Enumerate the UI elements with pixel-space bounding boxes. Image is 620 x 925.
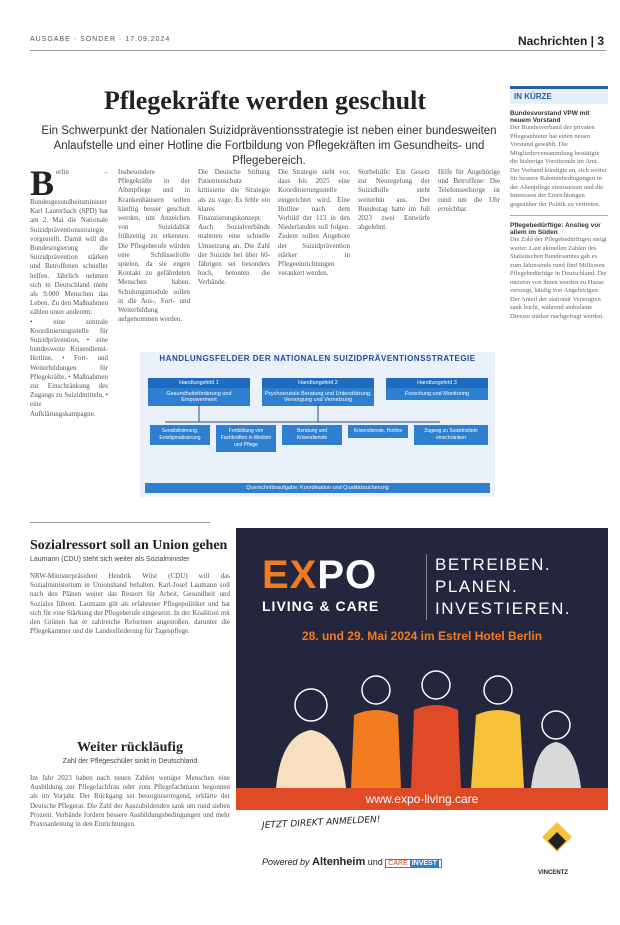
column-6-text: Hilfe für Angehörige und Betroffene: Die Telefonseelsorge ist rund um die Uhr erreichbar. <box>438 168 500 213</box>
subfield-5: Zugang zu Suizidmitteln einschränken <box>414 425 488 445</box>
field-3-name: Handlungsfeld 3 <box>386 378 488 388</box>
column-2-text: Insbesondere Pflegekräfte in der Altenpflege und in Krankenhäusern sollen künftig besser geschult werden, um Anzeichen von Suizidalität frühzeitig zu erkennen. Die Pflegeberufe würden eine Schlüsselrolle spielen, da sie engen Kontakt zu gefährdeten Menschen haben. Schulungsmodule sollen in die Aus-, Fort- und Weiterbildung aufgenommen werden. <box>118 168 190 324</box>
subfield-3: Beratung und Krisendienste <box>282 425 342 445</box>
article-2-sublead: Laumann (CDU) steht sich weiter als Sozialminister <box>30 556 190 563</box>
sidebar-item-1-text: Der Bundesverband der privaten Pflegeanbieter hat einen neuen Vorstand gewählt. Die Mitgliederversammlung bestätigte die bisherige Vorsitzende im Amt. Der Verband kündigte an, sich weiter für bessere Rahmenbedingungen in der Altenpflege einzusetzen und die Interessen der Einrichtungen gegenüber der Politik zu vertreten. <box>510 124 607 208</box>
expo-logo-ex: EX <box>262 553 318 597</box>
article-3-headline: Weiter rückläufig <box>77 740 183 755</box>
register-now-cta[interactable]: JETZT DIREKT ANMELDEN! <box>261 814 381 832</box>
infographic-title: HANDLUNGSFELDER DER NATIONALEN SUIZIDPRÄVENTIONSSTRATEGIE <box>159 354 476 363</box>
powered-by <box>262 856 442 868</box>
article-column-4 <box>278 168 350 338</box>
care-label: CARE <box>388 860 408 867</box>
expo-logo-subtitle: LIVING & CARE <box>262 598 380 614</box>
sidebar-item-1-head: Bundesvorstand VPW mit neuem Vorstand <box>510 110 590 124</box>
powered-by-label: Powered by <box>262 857 310 867</box>
article-column-3 <box>198 168 270 338</box>
person-red-illustration <box>411 671 461 788</box>
column-4-text: Die Strategie sieht vor, dass bis 2025 eine Koordinierungsstelle eingerichtet wird. Eine Hotline nach dem Vorbild der 113 in den Niederlanden soll folgen. Zudem sollen Angebote der Suizidprävention stärker in Pflegeeinrichtungen verankert werden. <box>278 168 350 278</box>
field-3-text: Forschung und Monitoring <box>405 391 469 397</box>
person-yellow-illustration <box>471 676 524 788</box>
column-3-text: Die Deutsche Stiftung Patientenschutz kritisierte die Strategie als zu vage. Es fehle ein klares Finanzierungskonzept. Auch Sozialverbände mahnten eine schnelle Umsetzung an. Die Zahl der Suizide bei über 60-Jährigen sei besonders hoch, betonten die Verbände. <box>198 168 270 287</box>
slogan-line-3: INVESTIEREN. <box>435 599 572 618</box>
infographic-base-bar: Querschnittsaufgabe: Koordination und Qualitätssicherung <box>145 483 490 493</box>
article-3-text: Im Jahr 2023 haben nach neuen Zahlen weniger Menschen eine Ausbildung zur Pflegefachfrau oder zum Pflegefachmann begonnen als im Vorjahr. Der Rückgang sei besorgniserregend, erklärte der Deutsche Pflegerat. Die Zahl der Auszubildenden sank um rund sieben Prozent. Verbände fordern bessere Ausbildungsbedingungen und mehr Praxisanleitung in den Einrichtungen. <box>30 774 230 829</box>
sidebar-divider <box>510 215 608 216</box>
article-column-6 <box>438 168 500 338</box>
article-column-2 <box>118 168 190 338</box>
sidebar-title: IN KÜRZE <box>510 86 608 104</box>
expo-slogan <box>426 554 571 620</box>
subfield-2: Fortbildung von Fachkräften in Medizin und Pflege <box>216 425 276 452</box>
vincentz-logo-text: VINCENTZ <box>538 870 568 876</box>
article-column-1 <box>30 168 108 498</box>
and-label: und <box>367 857 383 867</box>
expo-logo-o: O <box>345 553 378 597</box>
article-2-headline: Sozialressort soll an Union gehen <box>30 538 228 553</box>
header-rule <box>30 50 606 51</box>
slogan-line-2: PLANEN. <box>435 577 519 596</box>
drop-cap: B <box>30 168 55 203</box>
sidebar-item-2-text: Die Zahl der Pflegebedürftigen steigt weiter. Laut aktuellen Zahlen des Statistischen Bundesamtes gab es zum Jahresende rund fünf Millionen Pflegebedürftige in Deutschland. Die meisten von ihnen werden zu Hause versorgt, häufig von Angehörigen. Der Anteil der stationär Versorgten sank leicht, während ambulante Dienste stärker nachgefragt werden. <box>510 236 607 320</box>
subfield-1: Sensibilisierung, Entstigmatisierung <box>150 425 210 445</box>
field-1-text: Gesundheitsförderung und Empowerment <box>166 391 232 403</box>
article-3-sublead: Zahl der Pflegeschüler sinkt in Deutschland <box>62 758 198 765</box>
sidebar-in-kuerze <box>510 86 608 321</box>
expo-date: 28. und 29. Mai 2024 im Estrel Hotel Berlin <box>301 629 543 643</box>
care-invest-logo <box>385 859 442 868</box>
main-lead: Ein Schwerpunkt der Nationalen Suizidpräventionsstrategie ist neben einer bundesweiten Anlaufstelle und einer Hotline die Fortbildung von Pflegekräften im Gesundheits- und Pflegebereich. <box>41 125 497 167</box>
person-orange-illustration <box>351 676 401 788</box>
subfield-4: Krisendienste, Hotline <box>348 425 408 438</box>
expo-url-link[interactable]: www.expo-living.care <box>236 788 608 810</box>
column-1-text: erlin – Bundesgesundheitsminister Karl Lauterbach (SPD) hat am 2. Mai die Nationale Suizidpräventionsstrategie vorgestellt. Damit will die Bundesregierung die Suizidprävention stärken und Betroffenen schneller helfen. Jährlich nehmen sich in Deutschland mehr als 9.000 Menschen das Leben. Zu den Maßnahmen zählen unter anderem: <box>30 168 108 317</box>
expo-logo <box>262 553 377 598</box>
article-2-rule <box>30 522 210 523</box>
main-headline: Pflegekräfte werden geschult <box>103 86 427 115</box>
altenheim-logo: Altenheim <box>312 856 366 868</box>
ad-illustration <box>236 650 608 788</box>
expo-logo-p: P <box>317 553 346 597</box>
field-2-name: Handlungsfeld 2 <box>262 378 374 388</box>
issue-info: AUSGABE · SONDER · 17.09.2024 <box>30 36 171 43</box>
field-2-text: Psychosoziale Beratung und Unterstützung, Versorgung und Vernetzung <box>264 391 372 403</box>
invest-label: INVEST <box>411 860 437 867</box>
sidebar-item-2-head: Pflegebedürftige: Anstieg vor allem im Süden <box>510 222 601 236</box>
person-right-illustration <box>531 711 581 788</box>
column-1-list: • eine zentrale Koordinierungsstelle für Suizidprävention, • eine bundesweite Krisendienst-Hotline, • Fort- und Weiterbildungen für Pflegekräfte, • Maßnahmen zur Einschränkung des Zugangs zu Suizidmitteln, • eine Aufklärungskampagne. <box>30 317 108 418</box>
section-title: Nachrichten | 3 <box>517 34 604 48</box>
slogan-line-1: BETREIBEN. <box>435 555 552 574</box>
vincentz-logo-icon <box>540 820 574 854</box>
article-2-text: NRW-Ministerpräsident Hendrik Wüst (CDU) will das Sozialministerium in Unionshand behalten. Karl-Josef Laumann soll nach den Plänen weiter das Ressort für Arbeit, Gesundheit und Soziales führen. Laumann gilt als erfahrener Pflegepolitiker und hat sich für eine Stärkung der Pflegeberufe eingesetzt. In der Koalition mit den Grünen hat er zahlreiche Reformen angestoßen, darunter die Pflegekammer und die Landesförderung für Tagespflege. <box>30 572 230 636</box>
person-left-illustration <box>276 689 346 788</box>
column-5-text: Sterbehilfe: Ein Gesetz zur Neuregelung der Suizidhilfe steht weiterhin aus. Der Bundestag hatte im Juli 2023 zwei Entwürfe abgelehnt. <box>358 168 430 232</box>
article-column-5 <box>358 168 430 338</box>
field-1-name: Handlungsfeld 1 <box>148 378 250 388</box>
